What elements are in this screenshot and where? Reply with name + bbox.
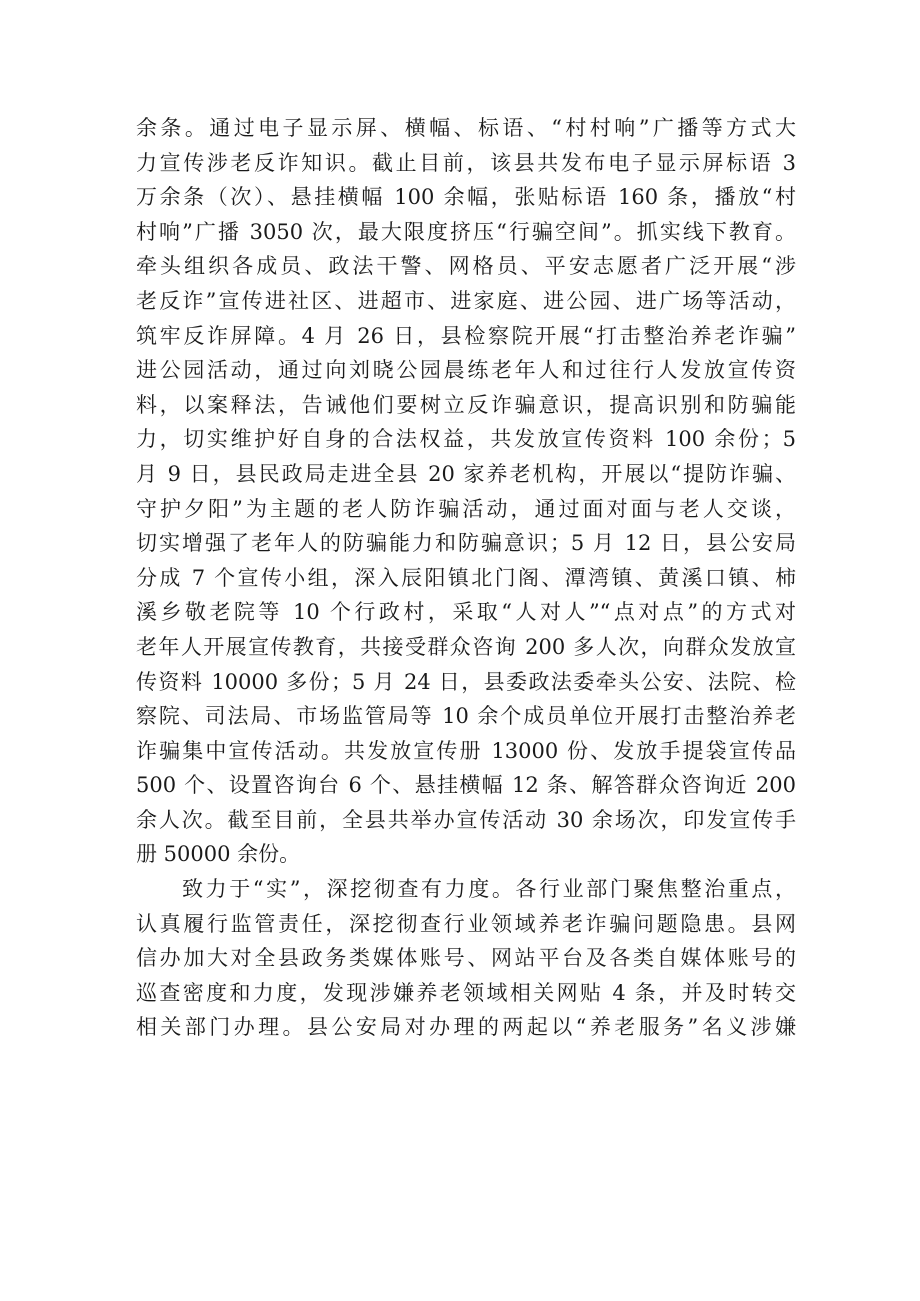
- paragraph-line: 余条。通过电子显示屏、横幅、标语、“村村响”广播等方式大: [136, 116, 796, 140]
- paragraph-line: 守护夕阳”为主题的老人防诈骗活动，通过面对面与老人交谈，: [136, 496, 796, 521]
- paragraph-line: 力，切实维护好自身的合法权益，共发放宣传资料 100 余份；5: [136, 427, 796, 452]
- paragraph-line: 力宣传涉老反诈知识。截止目前，该县共发布电子显示屏标语 3: [136, 150, 796, 175]
- paragraph-line: 认真履行监管责任，深挖彻查行业领域养老诈骗问题隐患。县网: [136, 911, 796, 936]
- paragraph-2: [136, 872, 796, 1045]
- paragraph-line: 余人次。截至目前，全县共举办宣传活动 30 余场次，印发宣传手: [136, 807, 796, 832]
- paragraph-line: 册 50000 余份。: [136, 842, 301, 867]
- paragraph-line: 500 个、设置咨询台 6 个、悬挂横幅 12 条、解答群众咨询近 200: [136, 773, 796, 798]
- paragraph-line: 村响”广播 3050 次，最大限度挤压“行骗空间”。抓实线下教育。: [136, 219, 796, 244]
- paragraph-line: 诈骗集中宣传活动。共发放宣传册 13000 份、发放手提袋宣传品: [136, 738, 796, 763]
- paragraph-line: 老反诈”宣传进社区、进超市、进家庭、进公园、进广场等活动，: [136, 288, 796, 313]
- paragraph-line: 致力于“实”，深挖彻查有力度。各行业部门聚焦整治重点，: [182, 877, 796, 902]
- paragraph-line: 老年人开展宣传教育，共接受群众咨询 200 多人次，向群众发放宣: [136, 634, 796, 659]
- paragraph-line: 筑牢反诈屏障。4 月 26 日，县检察院开展“打击整治养老诈骗”: [136, 323, 796, 348]
- paragraph-line: 分成 7 个宣传小组，深入辰阳镇北门阁、潭湾镇、黄溪口镇、柿: [136, 565, 796, 590]
- paragraph-line: 相关部门办理。县公安局对办理的两起以“养老服务”名义涉嫌: [136, 1015, 796, 1040]
- paragraph-line: 进公园活动，通过向刘晓公园晨练老年人和过往行人发放宣传资: [136, 358, 796, 383]
- paragraph-1: [136, 111, 796, 872]
- paragraph-line: 料，以案释法，告诫他们要树立反诈骗意识，提高识别和防骗能: [136, 392, 796, 417]
- paragraph-line: 察院、司法局、市场监管局等 10 余个成员单位开展打击整治养老: [136, 704, 796, 729]
- paragraph-line: 牵头组织各成员、政法干警、网格员、平安志愿者广泛开展“涉: [136, 254, 796, 279]
- paragraph-line: 信办加大对全县政务类媒体账号、网站平台及各类自媒体账号的: [136, 946, 796, 971]
- paragraph-line: 传资料 10000 多份；5 月 24 日，县委政法委牵头公安、法院、检: [136, 669, 796, 694]
- paragraph-line: 万余条（次）、悬挂横幅 100 余幅，张贴标语 160 条，播放“村: [136, 185, 796, 210]
- paragraph-line: 切实增强了老年人的防骗能力和防骗意识；5 月 12 日，县公安局: [136, 531, 796, 556]
- paragraph-line: 月 9 日，县民政局走进全县 20 家养老机构，开展以“提防诈骗、: [136, 461, 796, 486]
- paragraph-line: 溪乡敬老院等 10 个行政村，采取“人对人”“点对点”的方式对: [136, 600, 796, 625]
- paragraph-line: 巡查密度和力度，发现涉嫌养老领域相关网贴 4 条，并及时转交: [136, 980, 796, 1005]
- document-body: [136, 111, 796, 1045]
